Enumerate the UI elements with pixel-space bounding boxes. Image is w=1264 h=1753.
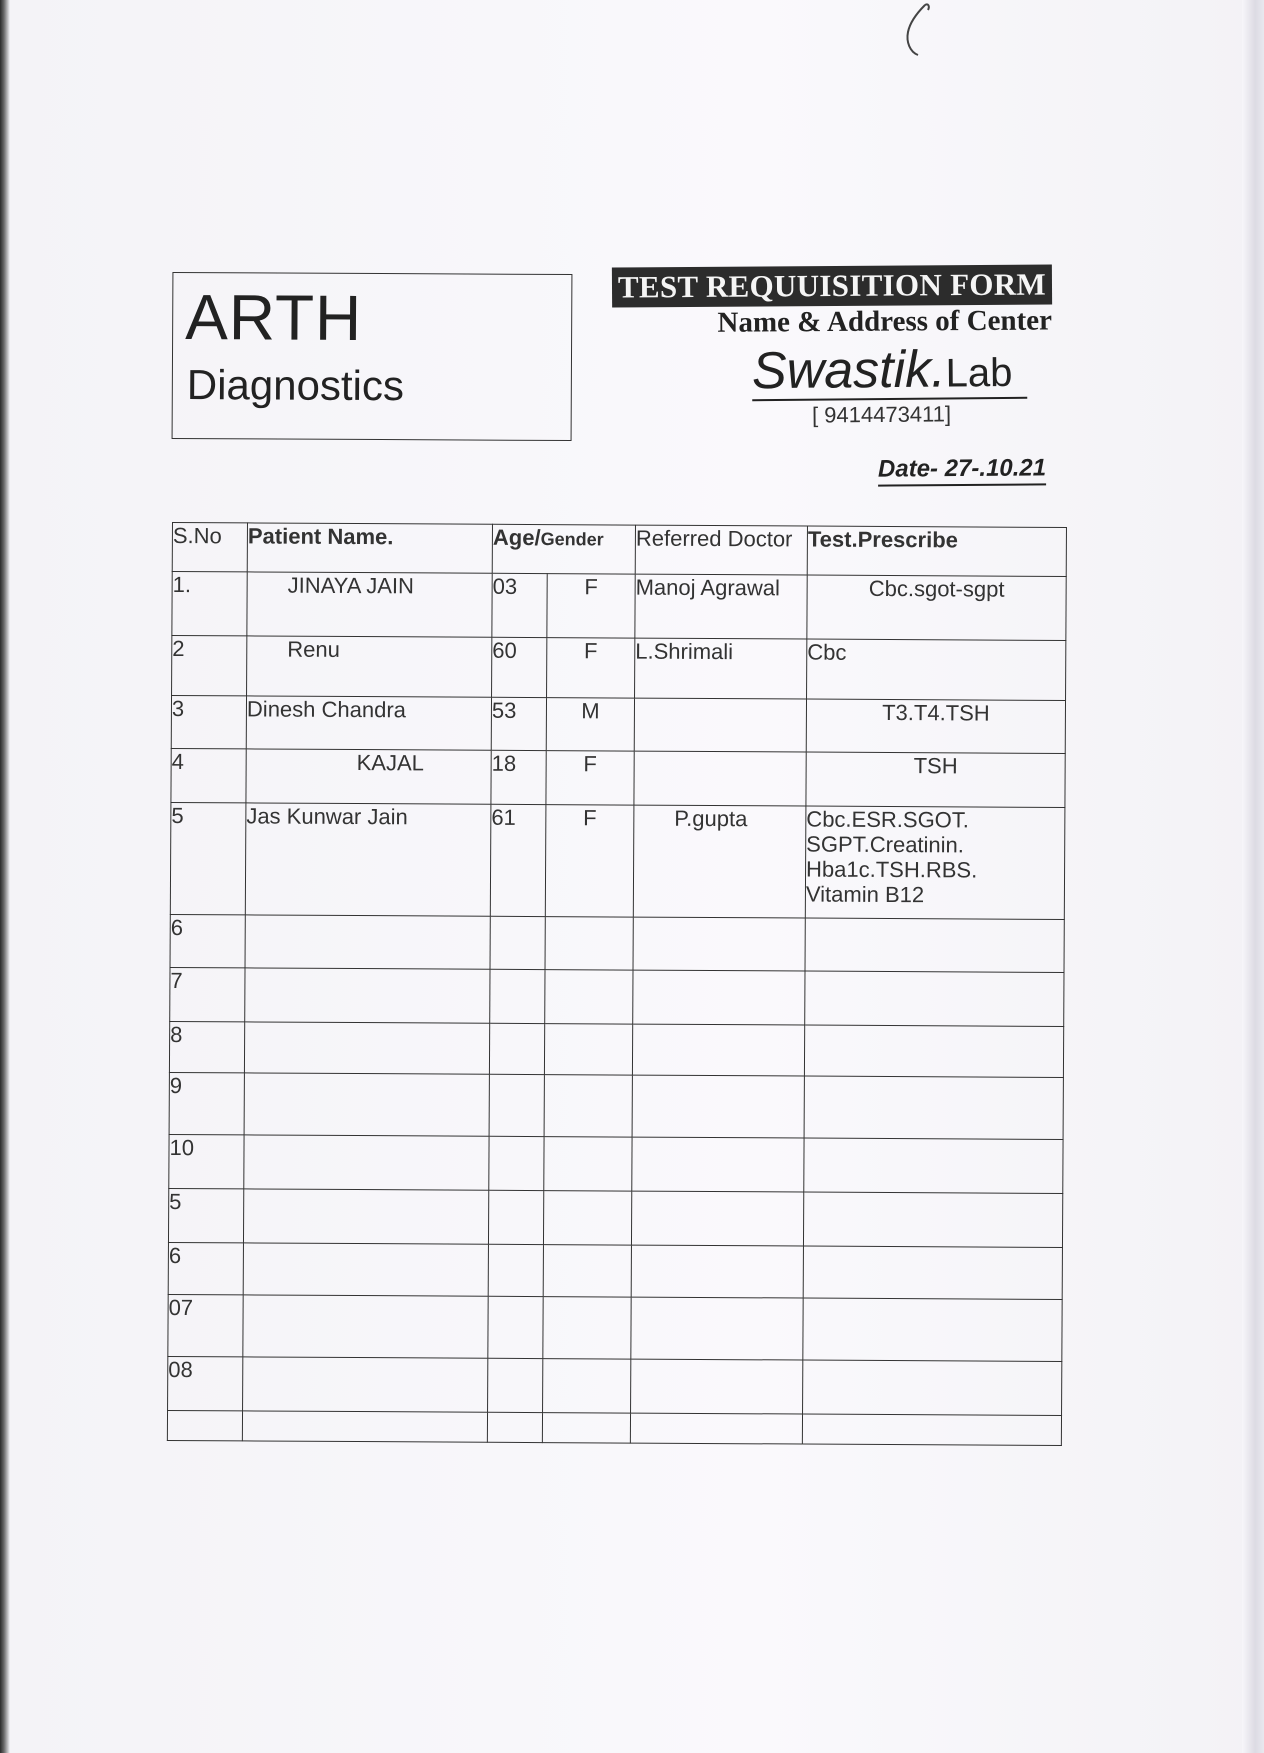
cell-patient-name	[245, 968, 490, 1023]
cell-test-prescribe	[803, 1192, 1062, 1247]
cell-age	[492, 637, 547, 697]
cell-patient-name	[245, 915, 490, 969]
cell-referred-doctor	[632, 1137, 804, 1192]
form-date: Date- 27-.10.21	[878, 454, 1046, 486]
cell-gender	[546, 751, 634, 805]
cell-referred-doctor	[631, 1191, 803, 1246]
cell-age	[489, 1074, 544, 1136]
cell-patient-name-text: Renu	[287, 636, 340, 662]
cell-sno	[168, 1188, 243, 1242]
cell-age-text: 18	[491, 750, 517, 776]
table-row	[170, 914, 1064, 972]
cell-sno	[172, 572, 247, 636]
cell-gender-text: F	[583, 751, 597, 777]
cell-age-text: 60	[492, 637, 517, 663]
requisition-table	[167, 522, 1067, 1446]
cell-referred-doctor	[631, 1297, 803, 1360]
cell-referred-doctor	[633, 805, 806, 918]
header-age-gender	[492, 524, 635, 574]
table-row	[168, 1356, 1062, 1415]
cell-test-prescribe	[807, 639, 1066, 700]
cell-referred-doctor	[630, 1413, 802, 1444]
test-line: Cbc.sgot-sgpt	[868, 575, 1005, 602]
cell-sno	[172, 636, 247, 696]
cell-test-prescribe	[806, 752, 1065, 807]
cell-sno	[171, 748, 246, 802]
cell-age	[489, 1023, 544, 1074]
cell-patient-name-text: Dinesh Chandra	[246, 696, 407, 723]
cell-gender	[543, 1191, 631, 1245]
cell-patient-name	[246, 749, 491, 804]
requisition-table-wrap	[167, 522, 1066, 1446]
cell-patient-name	[247, 636, 492, 697]
cell-test-prescribe	[804, 1025, 1063, 1077]
cell-age	[489, 1136, 544, 1190]
cell-gender	[547, 574, 635, 638]
lab-name-suffix: Lab	[945, 350, 1013, 396]
cell-patient-name	[246, 696, 491, 750]
test-line: Hba1c.TSH.RBS.	[806, 856, 978, 883]
cell-age	[488, 1190, 543, 1244]
cell-patient-name-text: Jas Kunwar Jain	[246, 803, 408, 830]
logo-box	[172, 272, 573, 441]
cell-sno	[169, 1134, 244, 1188]
logo-subtitle: Diagnostics	[186, 361, 405, 410]
cell-age	[488, 1244, 543, 1296]
cell-test-prescribe	[803, 1298, 1062, 1361]
cell-patient-name	[244, 1135, 489, 1190]
cell-patient-name	[243, 1295, 488, 1358]
cell-referred-doctor	[631, 1245, 803, 1298]
cell-patient-name	[244, 1022, 489, 1074]
cell-patient-name-text: JINAYA JAIN	[287, 572, 415, 599]
logo-title: ARTH	[185, 281, 363, 354]
cell-sno	[170, 914, 245, 967]
table-row	[168, 1188, 1062, 1247]
cell-patient-name	[243, 1357, 488, 1412]
cell-gender-text: F	[583, 638, 598, 664]
cell-sno-text: 08	[168, 1356, 193, 1383]
cell-age	[491, 750, 546, 804]
cell-sno	[168, 1356, 243, 1410]
cell-age	[487, 1412, 542, 1442]
table-row	[170, 802, 1065, 919]
cell-sno-text: 3	[171, 696, 185, 722]
cell-patient-name	[243, 1189, 488, 1244]
cell-gender	[543, 1359, 631, 1413]
test-line: TSH	[913, 753, 958, 779]
cell-patient-name	[243, 1243, 488, 1296]
cell-gender	[542, 1413, 630, 1443]
cell-patient-name	[247, 572, 492, 637]
cell-test-prescribe	[802, 1414, 1061, 1445]
cell-test-prescribe	[805, 971, 1064, 1026]
table-row	[171, 696, 1065, 754]
cell-referred-doctor	[635, 574, 807, 639]
cell-gender	[546, 698, 634, 751]
cell-referred-doctor	[632, 1024, 804, 1076]
cell-sno-text: 4	[171, 749, 184, 775]
cell-patient-name-text: KAJAL	[356, 750, 424, 776]
lab-name	[752, 341, 1027, 401]
cell-referred-doctor	[634, 751, 806, 806]
test-line: Cbc.ESR.SGOT.	[806, 806, 970, 833]
cell-gender	[544, 1075, 632, 1137]
cell-referred-doctor	[633, 917, 805, 971]
cell-test-prescribe	[804, 1076, 1063, 1139]
cell-test-prescribe	[805, 806, 1065, 919]
cell-test-prescribe	[806, 699, 1065, 753]
cell-patient-name	[245, 803, 491, 916]
cell-sno	[169, 1021, 244, 1072]
table-row	[170, 967, 1064, 1026]
table-row	[172, 572, 1066, 641]
cell-gender	[544, 1137, 632, 1191]
cell-test-prescribe	[805, 918, 1064, 972]
table-row	[169, 1021, 1063, 1077]
table-row	[168, 1294, 1062, 1361]
cell-gender	[545, 970, 633, 1024]
table-row	[172, 636, 1066, 701]
cell-age-text: 53	[491, 697, 517, 723]
form-title: TEST REQUUISITION FORM	[612, 264, 1052, 307]
header-sno: S.No	[172, 523, 247, 572]
cell-sno-text: 6	[170, 914, 184, 941]
cell-gender	[545, 805, 634, 917]
table-row	[169, 1072, 1063, 1139]
cell-gender-text: M	[581, 698, 600, 724]
cell-sno	[168, 1242, 243, 1294]
cell-patient-name	[244, 1073, 489, 1136]
cell-gender	[545, 917, 633, 970]
cell-age-text: 61	[491, 804, 516, 830]
table-row	[168, 1242, 1062, 1299]
cell-sno	[170, 967, 245, 1021]
cell-sno-text: 9	[169, 1072, 183, 1099]
cell-test-prescribe	[804, 1138, 1063, 1193]
cell-gender	[543, 1297, 631, 1359]
cell-sno-text: 10	[169, 1134, 195, 1161]
cell-gender-text: F	[584, 574, 598, 600]
cell-sno-text: 5	[169, 1188, 182, 1215]
cell-age	[488, 1296, 543, 1358]
cell-referred-doctor	[634, 698, 806, 752]
cell-sno	[168, 1294, 243, 1356]
test-line: Cbc	[807, 639, 847, 665]
cell-referred-doctor	[631, 1359, 803, 1414]
table-row	[169, 1134, 1063, 1193]
cell-referred-doctor-text: L.Shrimali	[635, 638, 734, 665]
pen-mark-icon	[880, 0, 940, 70]
table-row	[167, 1410, 1061, 1445]
cell-sno	[170, 802, 246, 914]
cell-age	[490, 916, 545, 969]
cell-sno-text: 2	[172, 636, 185, 662]
cell-age	[488, 1358, 543, 1412]
table-header-row	[172, 523, 1066, 577]
cell-test-prescribe	[807, 575, 1066, 640]
cell-test-prescribe	[803, 1246, 1062, 1299]
cell-patient-name	[242, 1411, 487, 1442]
lab-name-main: Swastik.	[751, 340, 946, 401]
cell-gender	[543, 1245, 631, 1297]
cell-sno-text: 1.	[172, 572, 192, 598]
cell-referred-doctor-text: P.gupta	[674, 805, 748, 832]
cell-sno	[167, 1410, 242, 1440]
cell-gender-text: F	[583, 805, 597, 831]
cell-gender	[544, 1024, 632, 1075]
header-gender: Gender	[540, 529, 604, 550]
cell-referred-doctor	[633, 970, 805, 1025]
cell-age	[492, 573, 547, 637]
header-patient-name: Patient Name.	[247, 523, 492, 573]
cell-gender	[547, 638, 635, 698]
header-test-prescribe: Test.Prescribe	[807, 526, 1066, 576]
cell-age	[490, 969, 545, 1023]
cell-test-prescribe	[803, 1360, 1062, 1415]
header-referred-doctor: Referred Doctor	[635, 525, 807, 575]
cell-referred-doctor-text: Manoj Agrawal	[635, 574, 781, 601]
page-edge-shadow	[1242, 0, 1264, 1753]
cell-age-text: 03	[492, 573, 518, 599]
cell-referred-doctor	[632, 1075, 804, 1138]
cell-sno	[171, 696, 246, 749]
table-row	[171, 748, 1065, 807]
test-line: SGPT.Creatinin.	[806, 831, 965, 858]
center-label: Name & Address of Center	[717, 304, 1053, 339]
cell-referred-doctor	[635, 638, 807, 699]
cell-sno-text: 5	[171, 803, 184, 829]
cell-sno-text: 7	[170, 967, 183, 994]
cell-age	[491, 697, 546, 750]
header-age: Age/	[492, 524, 541, 551]
test-line: T3.T4.TSH	[882, 699, 990, 726]
cell-sno	[169, 1072, 244, 1134]
test-line: Vitamin B12	[805, 881, 925, 908]
lab-phone: [ 9414473411]	[811, 401, 952, 428]
cell-sno-text: 8	[170, 1021, 183, 1048]
cell-age	[490, 804, 546, 916]
cell-sno-text: 6	[168, 1242, 182, 1269]
cell-sno-text: 07	[168, 1294, 194, 1321]
